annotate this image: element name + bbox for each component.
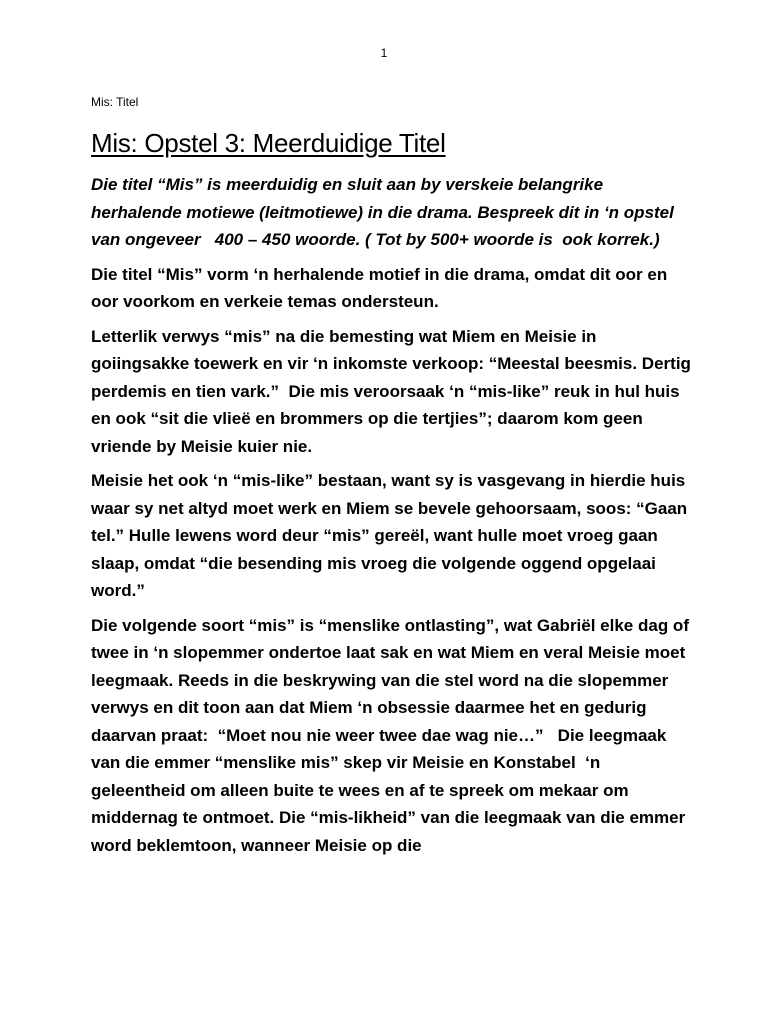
- document-body: [91, 125, 696, 866]
- document-title: Mis: Opstel 3: Meerduidige Titel: [91, 128, 446, 158]
- paragraph-literal-meaning: Letterlik verwys “mis” na die bemesting wat Miem en Meisie in goiingsakke toewerk en vir ‘n inkomste verkoop: “Meestal beesmis. Dertig perdemis en tien vark.” Die mis veroorsaak ‘n “mis-like” reuk in hul huis en ook “sit die vlieë en brommers op die tertjies”; daarom kom geen vriende by Meisie kuier nie.: [91, 326, 696, 456]
- running-header: Mis: Titel: [91, 95, 139, 109]
- paragraph-meisie-existence: Meisie het ook ‘n “mis-like” bestaan, want sy is vasgevang in hierdie huis waar sy net altyd moet werk en Miem se bevele gehoorsaam, soos: “Gaan tel.” Hulle lewens word deur “mis” gereël, want hulle moet vroeg gaan slaap, omdat “die besending mis vroeg die volgende oggend opgelaai word.”: [91, 471, 692, 600]
- essay-prompt: Die titel “Mis” is meerduidig en sluit aan by verskeie belangrike herhalende motiewe (leitmotiewe) in die drama. Bespreek dit in ‘n opstel van ongeveer 400 – 450 woorde. ( Tot by 500+ woorde is ook korrek.): [91, 175, 679, 249]
- page-number: 1: [380, 46, 388, 60]
- paragraph-human-waste: Die volgende soort “mis” is “menslike ontlasting”, wat Gabriël elke dag of twee in ‘n slopemmer ondertoe laat sak en wat Miem en veral Meisie moet leegmaak. Reeds in die beskrywing van die stel word na die slopemmer verwys en dit toon aan dat Miem ‘n obsessie daarmee het en gedurig daarvan praat: “Moet nou nie weer twee dae wag nie…” Die leegmaak van die emmer “menslike mis” skep vir Meisie en Konstabel ‘n geleentheid om alleen buite te wees en af te spreek om mekaar om middernag te ontmoet. Die “mis-likheid” van die leegmaak van die emmer word beklemtoon, wanneer Meisie op die: [91, 615, 694, 855]
- paragraph-intro: Die titel “Mis” vorm ‘n herhalende motief in die drama, omdat dit oor en oor voorkom en verkeie temas ondersteun.: [91, 264, 672, 311]
